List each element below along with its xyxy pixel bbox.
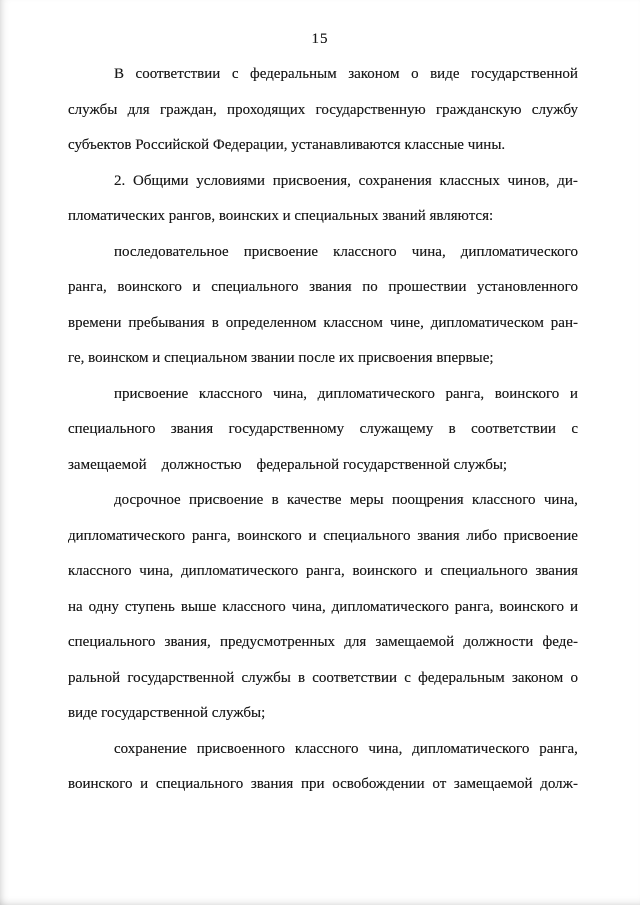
text-line: времени пребывания в определенном классном чине, дипломатическом ран- — [68, 314, 578, 331]
text-line: на одну ступень выше классного чина, дипломатического ранга, воинского и — [68, 598, 578, 615]
text-line: специального звания, предусмотренных для замещаемой должности феде- — [68, 634, 578, 650]
text-line: субъектов Российской Федерации, устанавливаются классные чины. — [68, 137, 506, 153]
text-line: сохранение присвоенного классного чина, дипломатического ранга, — [114, 740, 578, 757]
page-number: 15 — [311, 31, 329, 47]
text-line: специального звания государственному служащему в соответствии с — [68, 421, 578, 437]
text-line: В соответствии с федеральным законом о виде государственной — [114, 66, 578, 82]
text-line: 2. Общими условиями присвоения, сохранения классных чинов, ди- — [114, 172, 578, 189]
text-line: присвоение классного чина, дипломатического ранга, воинского и — [114, 385, 578, 402]
paragraph — [68, 483, 578, 732]
text-line: ранга, воинского и специального звания по прошествии установленного — [68, 279, 578, 295]
paragraph — [68, 57, 578, 164]
text-line: ге, воинском и специальном звании после их присвоения впервые; — [68, 350, 494, 366]
paragraph — [68, 732, 578, 803]
text-line: ральной государственной службы в соответствии с федеральным законом о — [68, 669, 578, 686]
text-line: виде государственной службы; — [68, 705, 266, 721]
text-line: досрочное присвоение в качестве меры поощрения классного чина, — [114, 492, 578, 508]
text-line: классного чина, дипломатического ранга, воинского и специального звания — [68, 563, 578, 579]
text-line: замещаемой должностью федеральной государственной службы; — [68, 456, 508, 473]
paragraph — [68, 235, 578, 377]
paragraph — [68, 377, 578, 484]
text-line: службы для граждан, проходящих государственную гражданскую службу — [68, 101, 578, 118]
text-line: дипломатического ранга, воинского и специального звания либо присвоение — [68, 527, 578, 544]
paragraph — [68, 164, 578, 235]
text-line: пломатических рангов, воинских и специальных званий являются: — [68, 208, 494, 224]
text-line: последовательное присвоение классного чина, дипломатического — [114, 243, 578, 260]
text-line: воинского и специального звания при освобождении от замещаемой долж- — [68, 776, 578, 792]
document-body — [68, 57, 578, 803]
